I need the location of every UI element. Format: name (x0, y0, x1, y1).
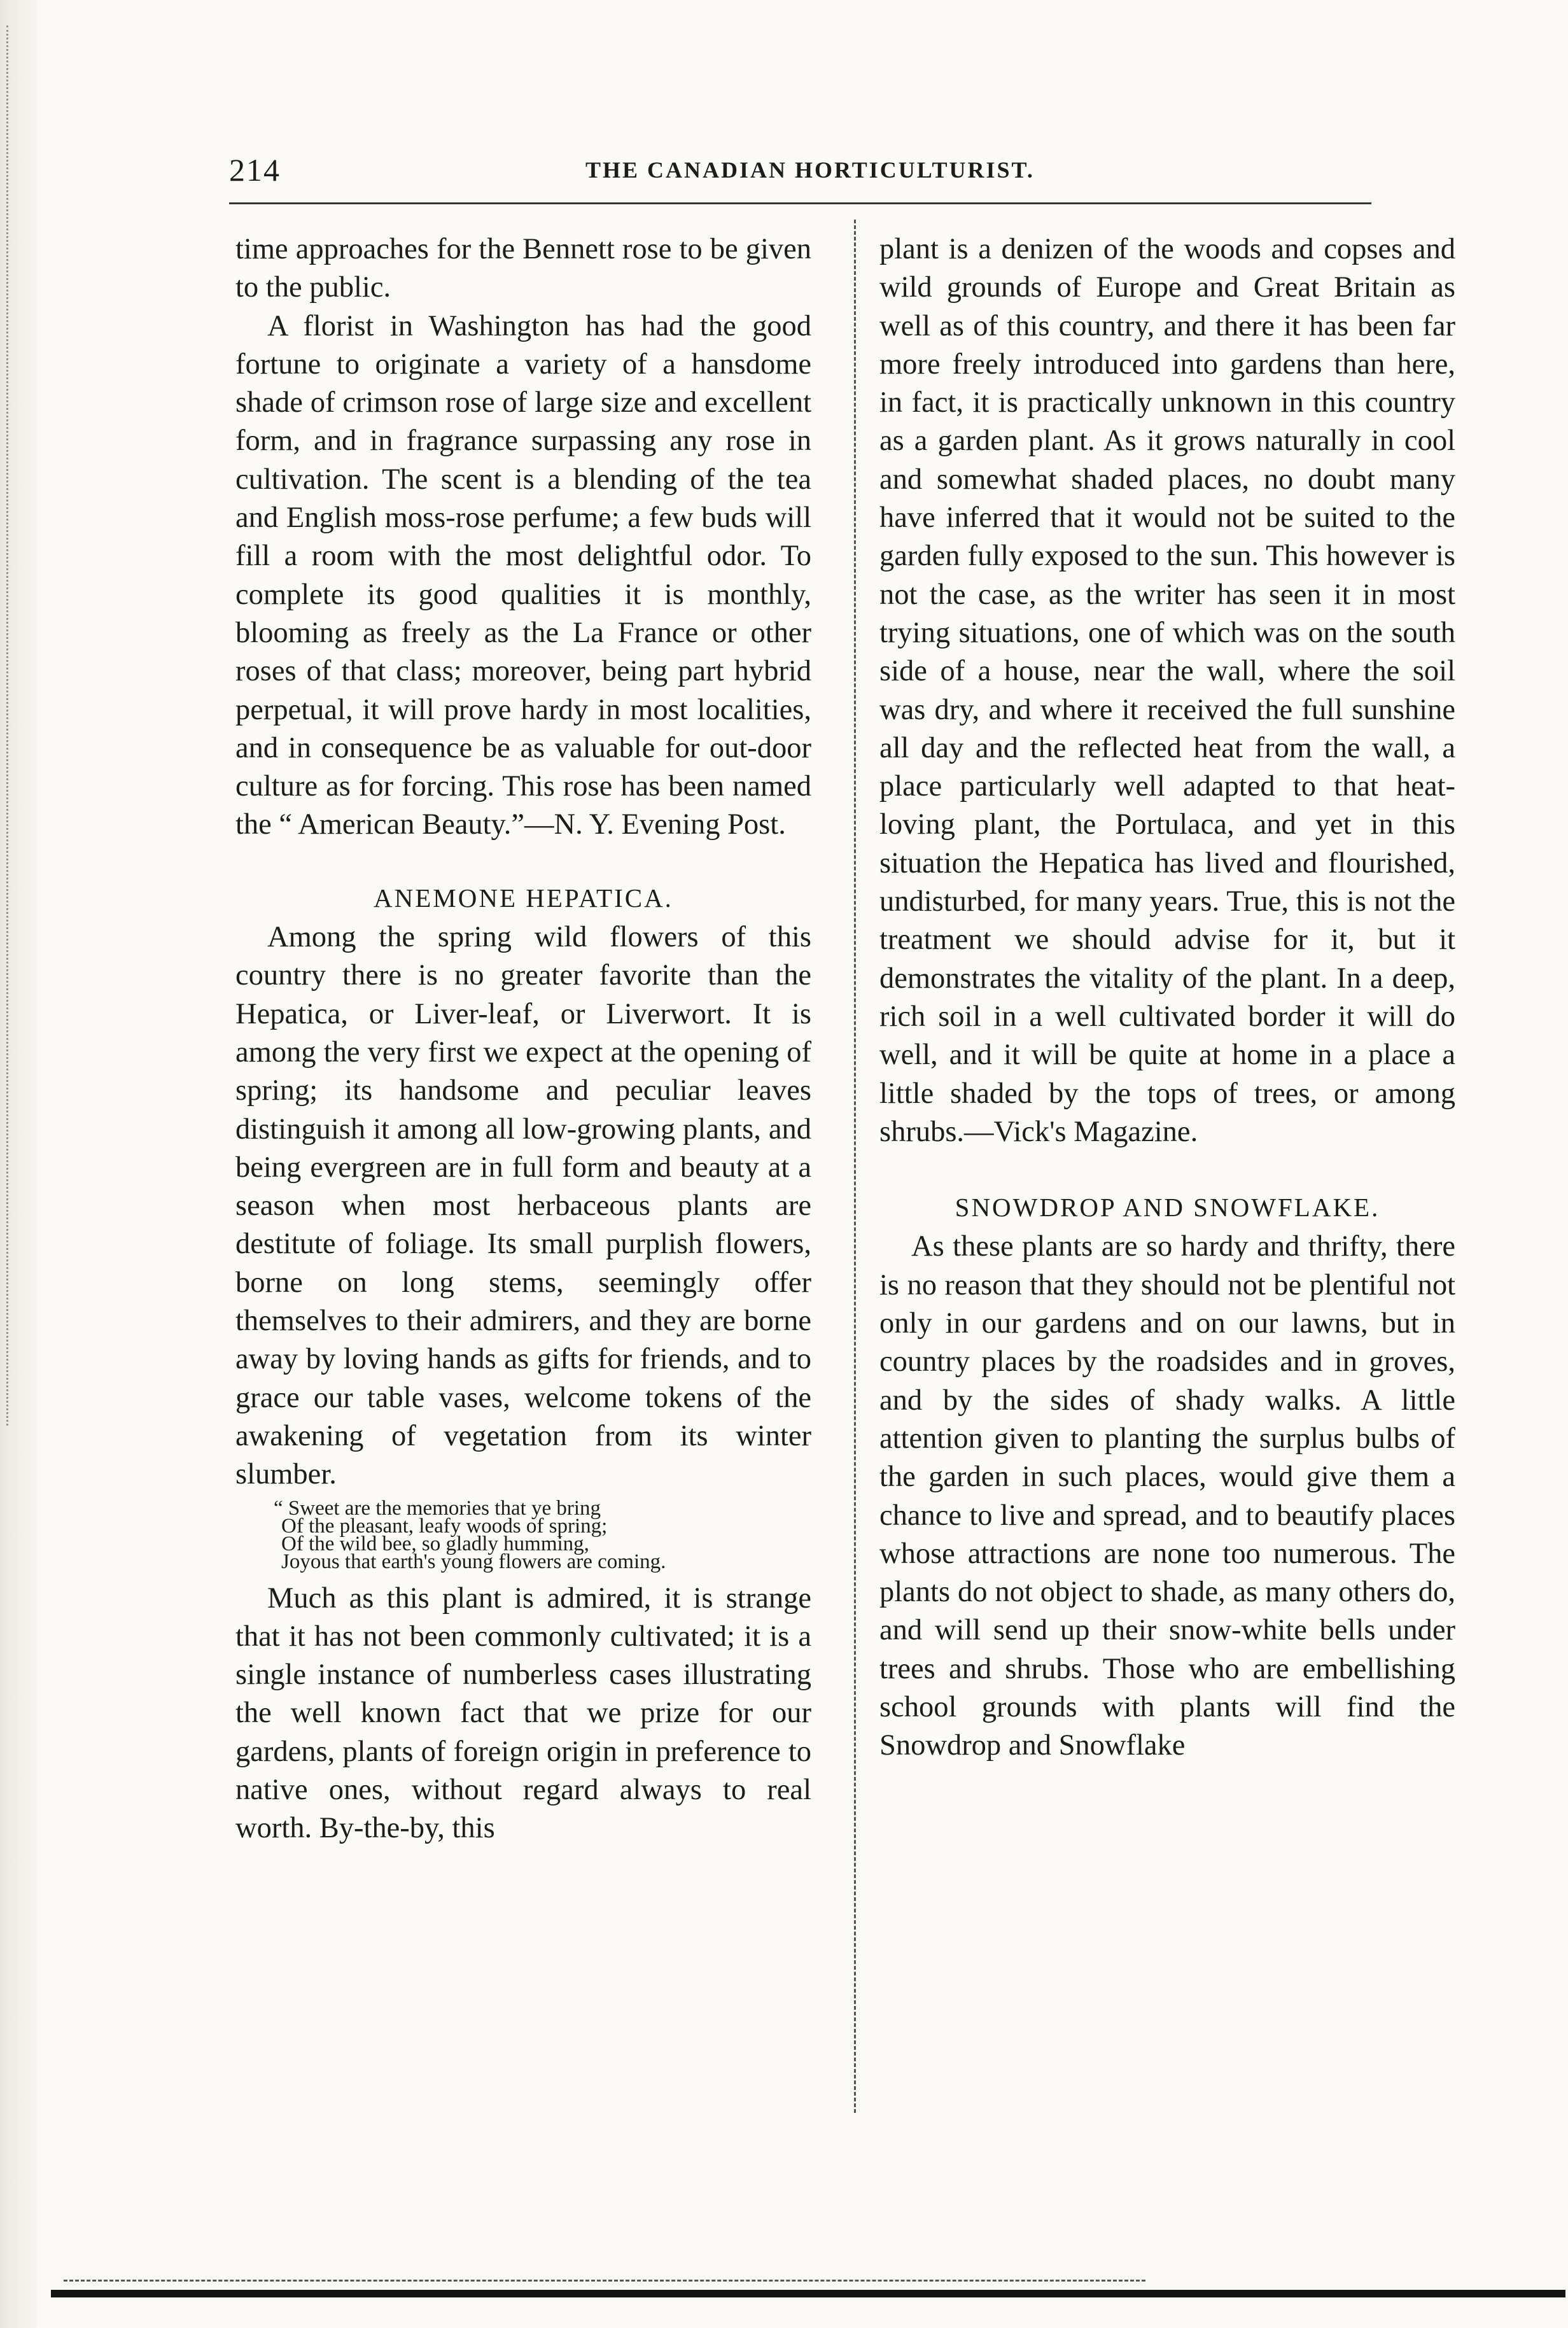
left-paragraph-1: time approaches for the Bennett rose to be given to the public. (235, 233, 811, 304)
poem-line-1: “ Sweet are the memories that ye bring (274, 1496, 601, 1520)
poem-line-3: Of the wild bee, so gladly humming, (281, 1532, 589, 1555)
section-heading-anemone-hepatica: ANEMONE HEPATICA. (374, 883, 673, 913)
right-paragraph-2: As these plants are so hardy and thrifty, there is no reason that they should not be plentiful not only in our gardens and on our lawns, but in country places by the roadsides and in groves, and by the sides of shady walks. A little attention given to planting the surplus bulbs of the garden in such places, would give them a chance to live and spread, and to beautify places whose attractions are none too numerous. The plants do not object to shade, as many others do, and will send up their snow-white bells under trees and shrubs. Those who are embellishing school grounds with plants will find the Snowdrop and Snowflake (879, 1230, 1455, 1762)
left-column (235, 230, 811, 1848)
scan-edge (0, 0, 37, 2328)
poem-line-4: Joyous that earth's young flowers are coming. (281, 1550, 666, 1573)
header-rule (229, 202, 1371, 204)
page-number: 214 (229, 152, 281, 188)
right-column (879, 230, 1455, 1765)
page-header (229, 151, 1377, 196)
scan-edge-marks (6, 25, 16, 1426)
column-divider (854, 220, 856, 2113)
footer-rule-thin (64, 2280, 1145, 2282)
left-paragraph-4: Much as this plant is admired, it is strange that it has not been commonly cultivated; it is a single instance of numberless cases illustrating the well known fact that we prize for our gardens, plants of foreign origin in preference to native ones, without regard always to real worth. By-the-by, this (235, 1581, 811, 1845)
right-paragraph-1: plant is a denizen of the woods and copses and wild grounds of Europe and Great Britain as well as of this country, and there it has been far more freely introduced into gardens than here, in fact, it is practically unknown in this country as a garden plant. As it grows naturally in cool and somewhat shaded places, no doubt many have inferred that it would not be suited to the garden fully exposed to the sun. This however is not the case, as the writer has seen it in most trying situations, one of which was on the south side of a house, near the wall, where the soil was dry, and where it received the full sunshine all day and the reflected heat from the wall, a place particularly well adapted to that heat-loving plant, the Portulaca, and yet in this situation the Hepatica has lived and flourished, undisturbed, for many years. True, this is not the treatment we should advise for it, but it demonstrates the vitality of the plant. In a deep, rich soil in a well cultivated border it will do well, and it will be quite at home in a place a little shaded by the tops of trees, or among shrubs.—Vick's Magazine. (879, 233, 1455, 1148)
section-heading-snowdrop-snowflake: SNOWDROP AND SNOWFLAKE. (955, 1193, 1380, 1223)
footer-rule (51, 2290, 1565, 2297)
poem-line-2: Of the pleasant, leafy woods of spring; (281, 1514, 608, 1538)
running-head: THE CANADIAN HORTICULTURIST. (585, 157, 1035, 183)
left-paragraph-2: A florist in Washington has had the good fortune to originate a variety of a hansdome shade of crimson rose of large size and excellent form, and in fragrance surpassing any rose in cultivation. The scent is a blending of the tea and English moss-rose perfume; a few buds will fill a room with the most delightful odor. To complete its good qualities it is monthly, blooming as freely as the La France or other roses of that class; moreover, being part hybrid perpetual, it will prove hardy in most localities, and in consequence be as valuable for out-door culture as for forcing. This rose has been named the “ American Beauty.”—N. Y. Evening Post. (235, 309, 811, 841)
left-paragraph-3: Among the spring wild flowers of this country there is no greater favorite than the Hepatica, or Liver-leaf, or Liverwort. It is among the very first we expect at the opening of spring; its handsome and peculiar leaves distinguish it among all low-growing plants, and being evergreen are in full form and beauty at a season when most herbaceous plants are destitute of foliage. Its small purplish flowers, borne on long stems, seemingly offer themselves to their admirers, and they are borne away by loving hands as gifts for friends, and to grace our table vases, welcome tokens of the awakening of vegetation from its winter slumber. (235, 921, 811, 1491)
poem-quote (274, 1496, 811, 1573)
